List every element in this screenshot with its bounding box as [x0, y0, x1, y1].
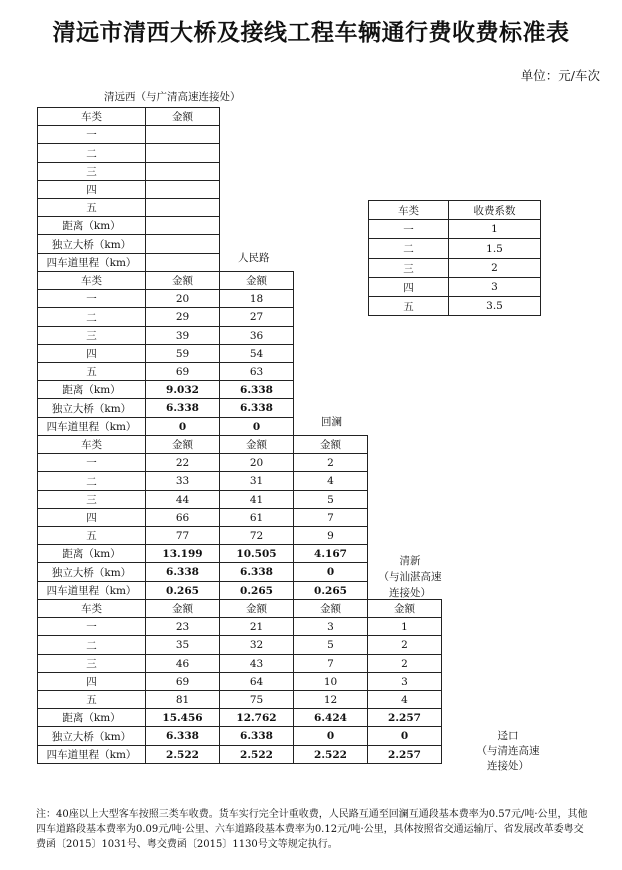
vehicle-class-label: 五: [37, 690, 146, 709]
vehicle-class-label: 二: [37, 635, 146, 655]
fee-cell: 64: [219, 672, 294, 691]
vehicle-class-label: 二: [37, 143, 146, 163]
header-qingxin-line2: （与汕湛高速: [378, 571, 442, 583]
fee-cell: 61: [219, 508, 294, 527]
fee-cell: 9: [293, 526, 368, 545]
vehicle-class-label: 一: [37, 453, 146, 472]
distance-cell: 12.762: [219, 708, 294, 727]
fee-cell: 27: [219, 307, 294, 327]
vehicle-class-header: 车类: [37, 599, 146, 618]
coefficient-value: 3.5: [448, 296, 541, 316]
amount-header: 金额: [293, 599, 368, 618]
amount-header: 金额: [145, 107, 220, 126]
four-lane-km-label: 四车道里程（km）: [37, 745, 146, 764]
fee-cell: 4: [367, 690, 442, 709]
bridge-km-label: 独立大桥（km）: [37, 398, 146, 418]
coefficient-class-label: 二: [368, 238, 449, 259]
fee-cell: 3: [293, 617, 368, 636]
fee-cell: 77: [145, 526, 220, 545]
four-lane-km-cell: 2.522: [293, 745, 368, 764]
fee-cell: 41: [219, 490, 294, 509]
bridge-km-cell: 6.338: [219, 398, 294, 418]
distance-cell: 10.505: [219, 544, 294, 563]
fee-cell: 2: [367, 654, 442, 673]
distance-label: 距离（km）: [37, 216, 146, 235]
bridge-km-cell: 0: [293, 562, 368, 582]
fee-cell: 54: [219, 344, 294, 363]
header-qingyuanxi: 清远西（与广清高速连接处）: [104, 91, 241, 103]
vehicle-class-label: 二: [37, 307, 146, 327]
bridge-km-label: 独立大桥（km）: [37, 726, 146, 746]
fee-cell: [145, 125, 220, 144]
fee-cell: 7: [293, 508, 368, 527]
coefficient-class-header: 车类: [368, 200, 449, 220]
header-jingkou-line2: （与清连高速: [476, 745, 540, 757]
bridge-km-label: 独立大桥（km）: [37, 562, 146, 582]
fee-cell: 4: [293, 471, 368, 491]
amount-header: 金额: [219, 599, 294, 618]
vehicle-class-label: 一: [37, 289, 146, 308]
vehicle-class-label: 三: [37, 490, 146, 509]
fee-cell: [145, 143, 220, 163]
four-lane-km-cell: 0.265: [293, 581, 368, 600]
amount-header: 金额: [145, 271, 220, 290]
vehicle-class-label: 三: [37, 162, 146, 181]
fee-cell: 5: [293, 635, 368, 655]
amount-header: 金额: [219, 271, 294, 290]
fee-cell: 59: [145, 344, 220, 363]
vehicle-class-header: 车类: [37, 271, 146, 290]
four-lane-km-cell: 2.522: [145, 745, 220, 764]
vehicle-class-label: 一: [37, 617, 146, 636]
fee-cell: 2: [293, 453, 368, 472]
distance-cell: 2.257: [367, 708, 442, 727]
vehicle-class-label: 四: [37, 344, 146, 363]
header-jingkou-line3: 连接处）: [487, 760, 529, 772]
bridge-km-cell: 6.338: [145, 562, 220, 582]
bridge-km-cell: 0: [367, 726, 442, 746]
fee-cell: 75: [219, 690, 294, 709]
vehicle-class-label: 四: [37, 508, 146, 527]
fee-cell: 12: [293, 690, 368, 709]
four-lane-km-cell: 0: [219, 417, 294, 436]
fee-cell: 7: [293, 654, 368, 673]
four-lane-km-cell: 0.265: [145, 581, 220, 600]
four-lane-km-cell: 2.522: [219, 745, 294, 764]
distance-cell: [145, 216, 220, 235]
distance-label: 距离（km）: [37, 708, 146, 727]
fee-cell: [145, 162, 220, 181]
four-lane-km-label: 四车道里程（km）: [37, 417, 146, 436]
fee-cell: 69: [145, 672, 220, 691]
fee-cell: [145, 198, 220, 217]
fee-cell: 43: [219, 654, 294, 673]
fee-cell: 39: [145, 326, 220, 345]
vehicle-class-label: 二: [37, 471, 146, 491]
fee-cell: 3: [367, 672, 442, 691]
bridge-km-cell: [145, 234, 220, 254]
unit-label: 单位：元/车次: [520, 68, 600, 83]
fee-cell: 29: [145, 307, 220, 327]
fee-cell: 32: [219, 635, 294, 655]
fee-cell: 18: [219, 289, 294, 308]
fee-cell: 2: [367, 635, 442, 655]
fee-cell: 5: [293, 490, 368, 509]
vehicle-class-label: 一: [37, 125, 146, 144]
bridge-km-cell: 6.338: [219, 726, 294, 746]
vehicle-class-label: 五: [37, 198, 146, 217]
coefficient-class-label: 五: [368, 296, 449, 316]
coefficient-header: 收费系数: [448, 200, 541, 220]
vehicle-class-label: 四: [37, 672, 146, 691]
coefficient-value: 2: [448, 258, 541, 278]
coefficient-class-label: 一: [368, 219, 449, 239]
vehicle-class-label: 四: [37, 180, 146, 199]
distance-cell: 15.456: [145, 708, 220, 727]
fee-cell: 33: [145, 471, 220, 491]
vehicle-class-header: 车类: [37, 435, 146, 454]
fee-cell: 22: [145, 453, 220, 472]
amount-header: 金额: [367, 599, 442, 618]
vehicle-class-label: 三: [37, 326, 146, 345]
fee-cell: 72: [219, 526, 294, 545]
four-lane-km-label: 四车道里程（km）: [37, 253, 146, 272]
fee-cell: 20: [145, 289, 220, 308]
coefficient-class-label: 四: [368, 277, 449, 297]
four-lane-km-cell: 0.265: [219, 581, 294, 600]
fee-cell: 66: [145, 508, 220, 527]
fee-cell: 21: [219, 617, 294, 636]
fee-cell: 35: [145, 635, 220, 655]
header-huilan: 回澜: [321, 416, 342, 428]
vehicle-class-header: 车类: [37, 107, 146, 126]
footnote: 注：40座以上大型客车按照三类车收费。货车实行完全计重收费，人民路互通至回澜互通段基本费率为0.57元/吨·公里，其他四车道路段基本费率为0.09元/吨·公里、六车道路段基本费率为0.12元/吨·公里，具体按照省交通运输厅、省发展改革委粤交费函〔2015〕1031号、粤交费函〔2015〕1130号文等规定执行。: [36, 809, 588, 850]
four-lane-km-cell: 0: [145, 417, 220, 436]
coefficient-value: 3: [448, 277, 541, 297]
vehicle-class-label: 五: [37, 362, 146, 381]
vehicle-class-label: 五: [37, 526, 146, 545]
fee-cell: 23: [145, 617, 220, 636]
four-lane-km-label: 四车道里程（km）: [37, 581, 146, 600]
distance-cell: 13.199: [145, 544, 220, 563]
fee-cell: 1: [367, 617, 442, 636]
amount-header: 金额: [293, 435, 368, 454]
fee-cell: 20: [219, 453, 294, 472]
bridge-km-label: 独立大桥（km）: [37, 234, 146, 254]
bridge-km-cell: 6.338: [145, 726, 220, 746]
fee-cell: 81: [145, 690, 220, 709]
bridge-km-cell: 6.338: [145, 398, 220, 418]
vehicle-class-label: 三: [37, 654, 146, 673]
four-lane-km-cell: 2.257: [367, 745, 442, 764]
coefficient-value: 1.5: [448, 238, 541, 259]
bridge-km-cell: 6.338: [219, 562, 294, 582]
coefficient-value: 1: [448, 219, 541, 239]
distance-cell: 4.167: [293, 544, 368, 563]
distance-label: 距离（km）: [37, 544, 146, 563]
four-lane-km-cell: [145, 253, 220, 272]
coefficient-class-label: 三: [368, 258, 449, 278]
distance-cell: 9.032: [145, 380, 220, 399]
header-qingxin-line3: 连接处）: [389, 587, 431, 599]
fee-cell: 10: [293, 672, 368, 691]
header-jingkou-line1: 迳口: [497, 730, 519, 742]
fee-cell: [145, 180, 220, 199]
distance-cell: 6.424: [293, 708, 368, 727]
amount-header: 金额: [219, 435, 294, 454]
fee-cell: 31: [219, 471, 294, 491]
fee-cell: 46: [145, 654, 220, 673]
fee-cell: 36: [219, 326, 294, 345]
amount-header: 金额: [145, 599, 220, 618]
bridge-km-cell: 0: [293, 726, 368, 746]
fee-cell: 44: [145, 490, 220, 509]
fee-cell: 69: [145, 362, 220, 381]
distance-label: 距离（km）: [37, 380, 146, 399]
header-qingxin-line1: 清新: [399, 555, 421, 567]
header-renminlu: 人民路: [238, 252, 270, 264]
amount-header: 金额: [145, 435, 220, 454]
distance-cell: 6.338: [219, 380, 294, 399]
page-title: 清远市清西大桥及接线工程车辆通行费收费标准表: [52, 19, 570, 46]
fee-cell: 63: [219, 362, 294, 381]
